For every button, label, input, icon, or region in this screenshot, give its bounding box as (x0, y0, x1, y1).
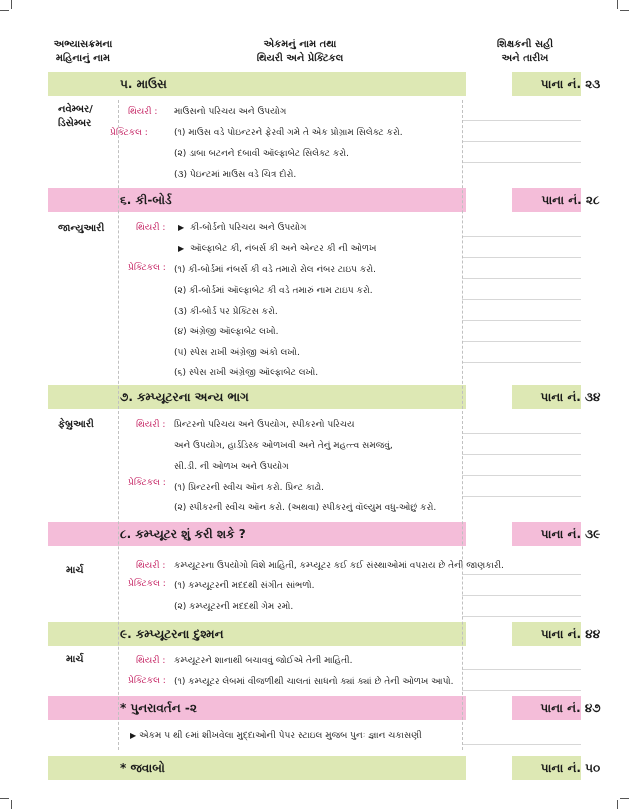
practical-item: (૧) કી-બોર્ડમાં નંબર્સ કી વડે તમારો રોલ નંબર ટાઇપ કરો. (174, 265, 376, 275)
band-separator (466, 188, 512, 212)
month-header-line2: મહિનાનું નામ (55, 53, 111, 64)
signature-line (462, 574, 581, 575)
page-number: પાના નં. ૨૮ (541, 193, 600, 207)
month-label (58, 103, 93, 131)
practical-item: (૨) સ્પીકરની સ્વીચ ઑન કરો. (અથવા) સ્પીકરનું વૉલ્યુમ વધુ-ઓછું કરો. (174, 503, 437, 513)
page-number: પાના નં. ૩૪ (540, 390, 601, 404)
unit-title: ૭. કમ્પ્યૂટરના અન્ય ભાગ (120, 390, 249, 404)
theory-label: થિયરી : (128, 107, 158, 117)
unit-header-line2: થિયરી અને પ્રેક્ટિકલ (256, 53, 344, 64)
practical-item: (૧) કમ્પ્યૂટર લેબમાં વીજળીથી ચાલતાં સાધનો ક્યાં ક્યાં છે તેની ઓળખ આપો. (174, 677, 454, 687)
theory-text: અને ઉપયોગ, હાર્ડડિસ્ક ઓળખવી અને તેનું મહત્ત્વ સમજવું, (174, 441, 393, 451)
signature-line (462, 320, 581, 321)
signature-line (462, 236, 581, 237)
theory-text: કમ્પ્યૂટરના ઉપયોગો વિશે માહિતી, કમ્પ્યૂટર કઈ કઈ સંસ્થાઓમાં વપરાય છે તેની જાણકારી. (174, 561, 504, 571)
practical-item: (૧) કમ્પ્યૂટરની મદદથી સંગીત સાંભળો. (174, 581, 315, 591)
signature-line (462, 162, 581, 163)
month-label (58, 222, 104, 236)
revision-note-text: એકમ ૫ થી ૯માં શીખવેલા મુદ્દાઓની પેપર સ્ટાઇલ મુજબ પુનઃ જ્ઞાન ચકાસણી (139, 731, 422, 741)
month-label (66, 653, 84, 667)
practical-item: (૫) સ્પેસ રાખી અંગ્રેજી અંકો લખો. (174, 348, 300, 358)
unit-band (48, 522, 601, 546)
unit-band (48, 622, 601, 646)
practical-item: (૨) ડાબા બટનને દબાવી ઑલ્ફાબેટ સિલેક્ટ કરો. (174, 149, 349, 159)
practical-item: (૬) સ્પેસ રાખી અંગ્રેજી ઑલ્ફાબેટ લખો. (174, 368, 319, 378)
signature-line (462, 341, 581, 342)
month-label (58, 418, 94, 432)
theory-label: થિયરી : (136, 223, 166, 233)
signature-line (462, 496, 581, 497)
band-separator (466, 622, 512, 646)
band-separator (466, 72, 512, 96)
signature-column-header (470, 38, 580, 66)
practical-item: (૪) અંગ્રેજી ઑલ્ફાબેટ લખો. (174, 327, 279, 337)
band-separator (466, 385, 512, 409)
unit-title: ૯. કમ્પ્યૂટરના દુશ્મન (120, 627, 224, 641)
page-number: પાના નં. ૨૩ (540, 77, 601, 91)
month-column-header (48, 38, 118, 66)
column-guide (462, 100, 464, 750)
theory-text (178, 223, 306, 233)
signature-line (462, 669, 581, 670)
unit-title: ૬. કી-બોર્ડ (120, 193, 172, 207)
revision-note (130, 731, 422, 741)
page-number: પાના નં. ૫૦ (540, 761, 601, 775)
month-line1: જાન્યુઆરી (58, 223, 105, 234)
answers-band (48, 756, 601, 780)
signature-line (462, 475, 581, 476)
signature-line (462, 595, 581, 596)
revision-band (48, 696, 601, 720)
unit-title: ૫. માઉસ (120, 77, 167, 91)
month-label (66, 564, 84, 578)
signature-line (462, 744, 581, 745)
theory-text: કમ્પ્યૂટરને શાનાથી બચાવવું જોઈએ તેની માહિતી. (174, 656, 353, 666)
unit-band (48, 188, 600, 212)
theory-label: થિયરી : (136, 420, 166, 430)
signature-header-line1: શિક્ષકની સહી (496, 39, 554, 50)
unit-band (48, 72, 601, 96)
bullet-triangle-icon: ▶ (130, 731, 137, 740)
theory-text: પ્રિન્ટરનો પરિચય અને ઉપયોગ, સ્પીકરનો પરિચય (174, 420, 355, 430)
practical-item: (૨) કી-બોર્ડમાં ઑલ્ફાબેટ કી વડે તમારું નામ ટાઇપ કરો. (174, 286, 373, 296)
theory-line: ઑલ્ફાબેટ કી, નંબર્સ કી અને એન્ટર કી ની ઓળખ (190, 244, 377, 254)
band-separator (466, 696, 512, 720)
theory-text: માઉસનો પરિચય અને ઉપયોગ (174, 107, 287, 117)
signature-line (462, 299, 581, 300)
theory-line: કી-બોર્ડનો પરિચય અને ઉપયોગ (190, 223, 307, 233)
month-line2: ડિસેમ્બર (58, 118, 92, 129)
month-line1: માર્ચ (66, 654, 84, 665)
signature-line (462, 257, 581, 258)
signature-line (462, 454, 581, 455)
unit-header-line1: એકમનું નામ તથા (263, 39, 337, 50)
signature-line (462, 120, 581, 121)
practical-label: પ્રેક્ટિકલ : (128, 676, 166, 686)
practical-item: (૧) માઉસ વડે પોઇન્ટરને ફેરવી ગમે તે એક પ્રોગ્રામ સિલેક્ટ કરો. (174, 128, 403, 138)
signature-line (462, 278, 581, 279)
practical-label: પ્રેક્ટિકલ : (128, 263, 166, 273)
column-guide (118, 100, 120, 750)
page-number: પાના નં. ૪૭ (540, 701, 601, 715)
answers-title: * જવાબો (120, 761, 165, 775)
signature-line (462, 141, 581, 142)
unit-column-header (200, 38, 400, 66)
signature-line (462, 690, 581, 691)
theory-text: સી.ડી. ની ઓળખ અને ઉપયોગ (174, 462, 289, 472)
practical-item: (૩) પેઇન્ટમાં માઉસ વડે ચિત્ર દોરો. (174, 170, 297, 180)
practical-label: પ્રેક્ટિકલ : (128, 579, 166, 589)
band-separator (466, 756, 512, 780)
page-number: પાના નં. ૩૯ (540, 527, 601, 541)
practical-label: પ્રેક્ટિકલ : (128, 478, 166, 488)
practical-item: (૩) કી-બોર્ડ પર પ્રેક્ટિસ કરો. (174, 307, 278, 317)
practical-label: પ્રેક્ટિકલ : (110, 128, 148, 138)
month-line1: નવેમ્બર/ (58, 104, 93, 115)
band-separator (466, 522, 512, 546)
practical-item: (૧) પ્રિન્ટરની સ્વીચ ઑન કરો. પ્રિન્ટ કાઢો. (174, 483, 325, 493)
month-line1: ફેબ્રુઆરી (58, 419, 94, 430)
month-line1: માર્ચ (66, 565, 84, 576)
theory-label: થિયરી : (136, 656, 166, 666)
unit-title: ૮. કમ્પ્યૂટર શું કરી શકે ? (120, 527, 246, 541)
unit-band (48, 385, 601, 409)
month-header-line1: અભ્યાસક્રમના (53, 39, 113, 50)
theory-text (178, 244, 376, 254)
signature-header-line2: અને તારીખ (501, 53, 549, 64)
practical-item: (૨) કમ્પ્યૂટરની મદદથી ગેમ રમો. (174, 602, 294, 612)
page-number: પાના નં. ૪૪ (540, 627, 601, 641)
signature-line (462, 362, 581, 363)
bullet-triangle-icon: ▶ (178, 244, 185, 253)
signature-line (462, 433, 581, 434)
signature-line (462, 616, 581, 617)
bullet-triangle-icon: ▶ (178, 223, 185, 232)
revision-title: * પુનરાવર્તન -૨ (120, 701, 197, 715)
theory-label: થિયરી : (136, 561, 166, 571)
